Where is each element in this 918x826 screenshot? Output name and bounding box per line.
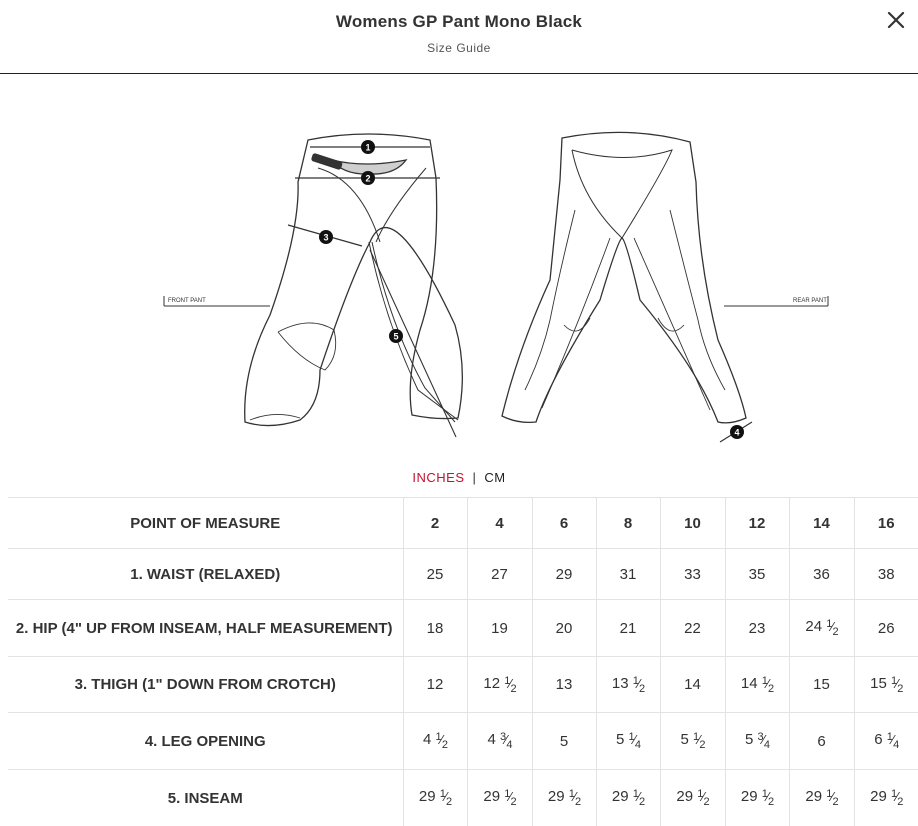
size-header: 4	[467, 498, 532, 549]
svg-text:1: 1	[365, 143, 370, 153]
measure-value: 14	[660, 657, 725, 713]
table-row	[8, 600, 918, 657]
measure-value: 13	[532, 657, 596, 713]
table-row	[8, 713, 918, 770]
measure-value: 29 $^1⁄_2$	[403, 770, 467, 826]
measure-value: 23	[725, 600, 789, 657]
measure-value: 14 $^1⁄_2$	[725, 657, 789, 713]
measure-value: 29 $^1⁄_2$	[789, 770, 854, 826]
measure-value: 20	[532, 600, 596, 657]
size-header: 10	[660, 498, 725, 549]
size-header: 8	[596, 498, 660, 549]
measure-value: 5	[532, 713, 596, 770]
measure-value: 25	[403, 549, 467, 600]
measure-value: 6 $^1⁄_4$	[854, 713, 918, 770]
measure-value: 22	[660, 600, 725, 657]
unit-cm-option[interactable]: CM	[484, 470, 505, 485]
measure-value: 29 $^1⁄_2$	[854, 770, 918, 826]
measure-value: 29 $^1⁄_2$	[660, 770, 725, 826]
measure-value: 33	[660, 549, 725, 600]
measure-value: 29 $^1⁄_2$	[725, 770, 789, 826]
size-header: 6	[532, 498, 596, 549]
measure-value: 19	[467, 600, 532, 657]
size-header: 2	[403, 498, 467, 549]
measure-value: 35	[725, 549, 789, 600]
measure-value: 5 $^1⁄_2$	[660, 713, 725, 770]
measure-value: 15	[789, 657, 854, 713]
rear-pant-label: REAR PANT	[793, 298, 827, 304]
measure-value: 29 $^1⁄_2$	[532, 770, 596, 826]
measure-value: 24 $^1⁄_2$	[789, 600, 854, 657]
measure-value: 18	[403, 600, 467, 657]
rear-pant-illustration	[502, 132, 752, 442]
measure-value: 31	[596, 549, 660, 600]
measure-label: 2. HIP (4" UP FROM INSEAM, HALF MEASUREMENT)	[8, 600, 403, 657]
table-row	[8, 549, 918, 600]
size-header: 12	[725, 498, 789, 549]
unit-toggle	[0, 470, 918, 485]
measure-value: 5 $^1⁄_4$	[596, 713, 660, 770]
measure-value: 13 $^1⁄_2$	[596, 657, 660, 713]
size-guide-subtitle: Size Guide	[0, 41, 918, 55]
size-chart-table	[8, 497, 918, 826]
marker-3	[319, 230, 333, 244]
measure-value: 4 $^3⁄_4$	[467, 713, 532, 770]
svg-text:2: 2	[365, 174, 370, 184]
measure-value: 5 $^3⁄_4$	[725, 713, 789, 770]
table-row	[8, 657, 918, 713]
front-pant-callout	[164, 296, 270, 306]
svg-text:4: 4	[734, 428, 739, 438]
measure-value: 36	[789, 549, 854, 600]
size-header: 14	[789, 498, 854, 549]
measure-label: 3. THIGH (1" DOWN FROM CROTCH)	[8, 657, 403, 713]
measure-value: 12	[403, 657, 467, 713]
measure-value: 12 $^1⁄_2$	[467, 657, 532, 713]
pant-measurement-diagram	[150, 120, 850, 460]
svg-text:5: 5	[393, 332, 398, 342]
point-of-measure-header: POINT OF MEASURE	[8, 498, 403, 549]
marker-1	[361, 140, 375, 154]
marker-2	[361, 171, 375, 185]
table-header-row	[8, 498, 918, 549]
measure-label: 4. LEG OPENING	[8, 713, 403, 770]
measure-value: 29 $^1⁄_2$	[467, 770, 532, 826]
modal-header	[0, 0, 918, 74]
measure-value: 21	[596, 600, 660, 657]
measure-value: 27	[467, 549, 532, 600]
measure-value: 38	[854, 549, 918, 600]
marker-5	[389, 329, 403, 343]
measure-value: 29 $^1⁄_2$	[596, 770, 660, 826]
svg-text:3: 3	[323, 233, 328, 243]
measure-value: 15 $^1⁄_2$	[854, 657, 918, 713]
size-header: 16	[854, 498, 918, 549]
close-icon[interactable]	[884, 8, 908, 32]
front-pant-label: FRONT PANT	[168, 298, 206, 304]
measure-value: 29	[532, 549, 596, 600]
unit-inches-option[interactable]: INCHES	[412, 470, 464, 485]
measure-value: 6	[789, 713, 854, 770]
marker-4	[730, 425, 744, 439]
measure-label: 1. WAIST (RELAXED)	[8, 549, 403, 600]
front-pant-illustration	[245, 134, 463, 437]
measure-value: 26	[854, 600, 918, 657]
rear-pant-callout	[724, 296, 828, 306]
product-title: Womens GP Pant Mono Black	[0, 12, 918, 32]
table-row	[8, 770, 918, 826]
measure-value: 4 $^1⁄_2$	[403, 713, 467, 770]
unit-separator: |	[473, 470, 477, 485]
measure-label: 5. INSEAM	[8, 770, 403, 826]
